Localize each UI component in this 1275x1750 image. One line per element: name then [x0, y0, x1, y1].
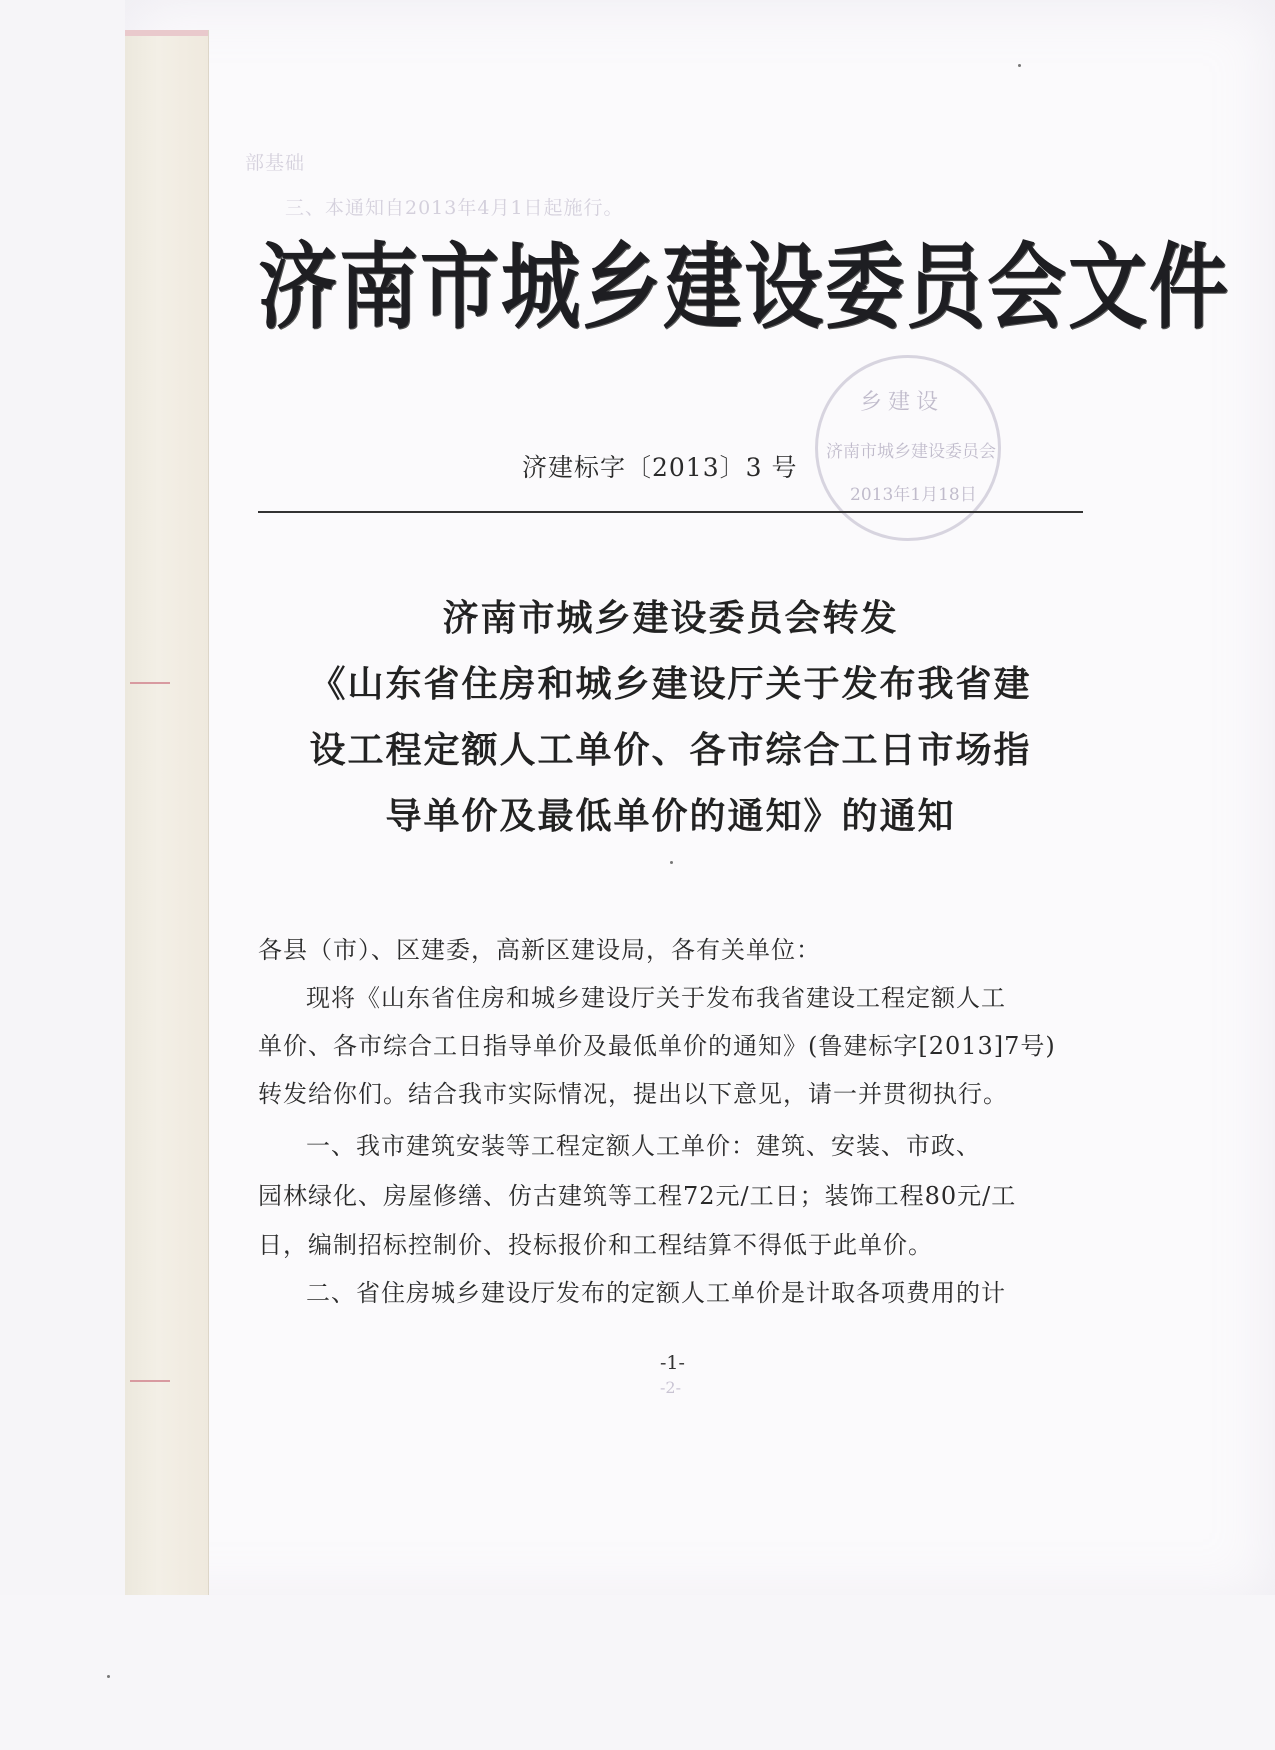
binding-strip-mark — [125, 30, 208, 36]
seal-date: 2013年1月18日 — [850, 485, 977, 505]
body-text-line: 转发给你们。结合我市实际情况，提出以下意见，请一并贯彻执行。 — [258, 1080, 1008, 1108]
body-text-line: 单价、各市综合工日指导单价及最低单价的通知》(鲁建标字[2013]7号) — [258, 1032, 1056, 1060]
salutation: 各县（市）、区建委，高新区建设局，各有关单位： — [258, 936, 821, 964]
document-title-line: 导单价及最低单价的通知》的通知 — [385, 795, 956, 837]
seal-inner-text: 济南市城乡建设委员会 — [826, 442, 996, 462]
document-title-line: 济南市城乡建设委员会转发 — [442, 597, 899, 639]
bleed-through-text: 三、本通知自2013年4月1日起施行。 — [285, 197, 624, 219]
scan-speck — [670, 861, 673, 864]
binding-mark — [130, 682, 170, 684]
body-text-line: 一、我市建筑安装等工程定额人工单价：建筑、安装、市政、 — [306, 1132, 981, 1160]
document-number: 济建标字〔2013〕3 号 — [522, 453, 798, 482]
scan-speck — [1018, 64, 1021, 67]
scan-bottom-margin — [0, 1595, 1275, 1750]
document-title-line: 设工程定额人工单价、各市综合工日市场指 — [309, 729, 1032, 771]
scan-speck — [107, 1675, 110, 1678]
page-number-bleed-through: -2- — [660, 1378, 681, 1397]
binding-strip — [125, 30, 209, 1595]
document-title-line: 《山东省住房和城乡建设厅关于发布我省建 — [309, 663, 1032, 705]
page-number: -1- — [660, 1352, 685, 1374]
body-text-line: 二、省住房城乡建设厅发布的定额人工单价是计取各项费用的计 — [306, 1279, 1006, 1307]
bleed-through-text: 部基础 — [245, 152, 306, 174]
header-divider — [258, 511, 1083, 513]
document-masthead: 济南市城乡建设委员会文件 — [258, 233, 1230, 342]
body-text-line: 现将《山东省住房和城乡建设厅关于发布我省建设工程定额人工 — [306, 984, 1006, 1012]
body-text-line: 园林绿化、房屋修缮、仿古建筑等工程72元/工日；装饰工程80元/工 — [258, 1182, 1017, 1210]
body-text-line: 日，编制招标控制价、投标报价和工程结算不得低于此单价。 — [258, 1231, 933, 1259]
binding-mark — [130, 1380, 170, 1382]
seal-arc-text: 乡建设 — [860, 390, 945, 415]
